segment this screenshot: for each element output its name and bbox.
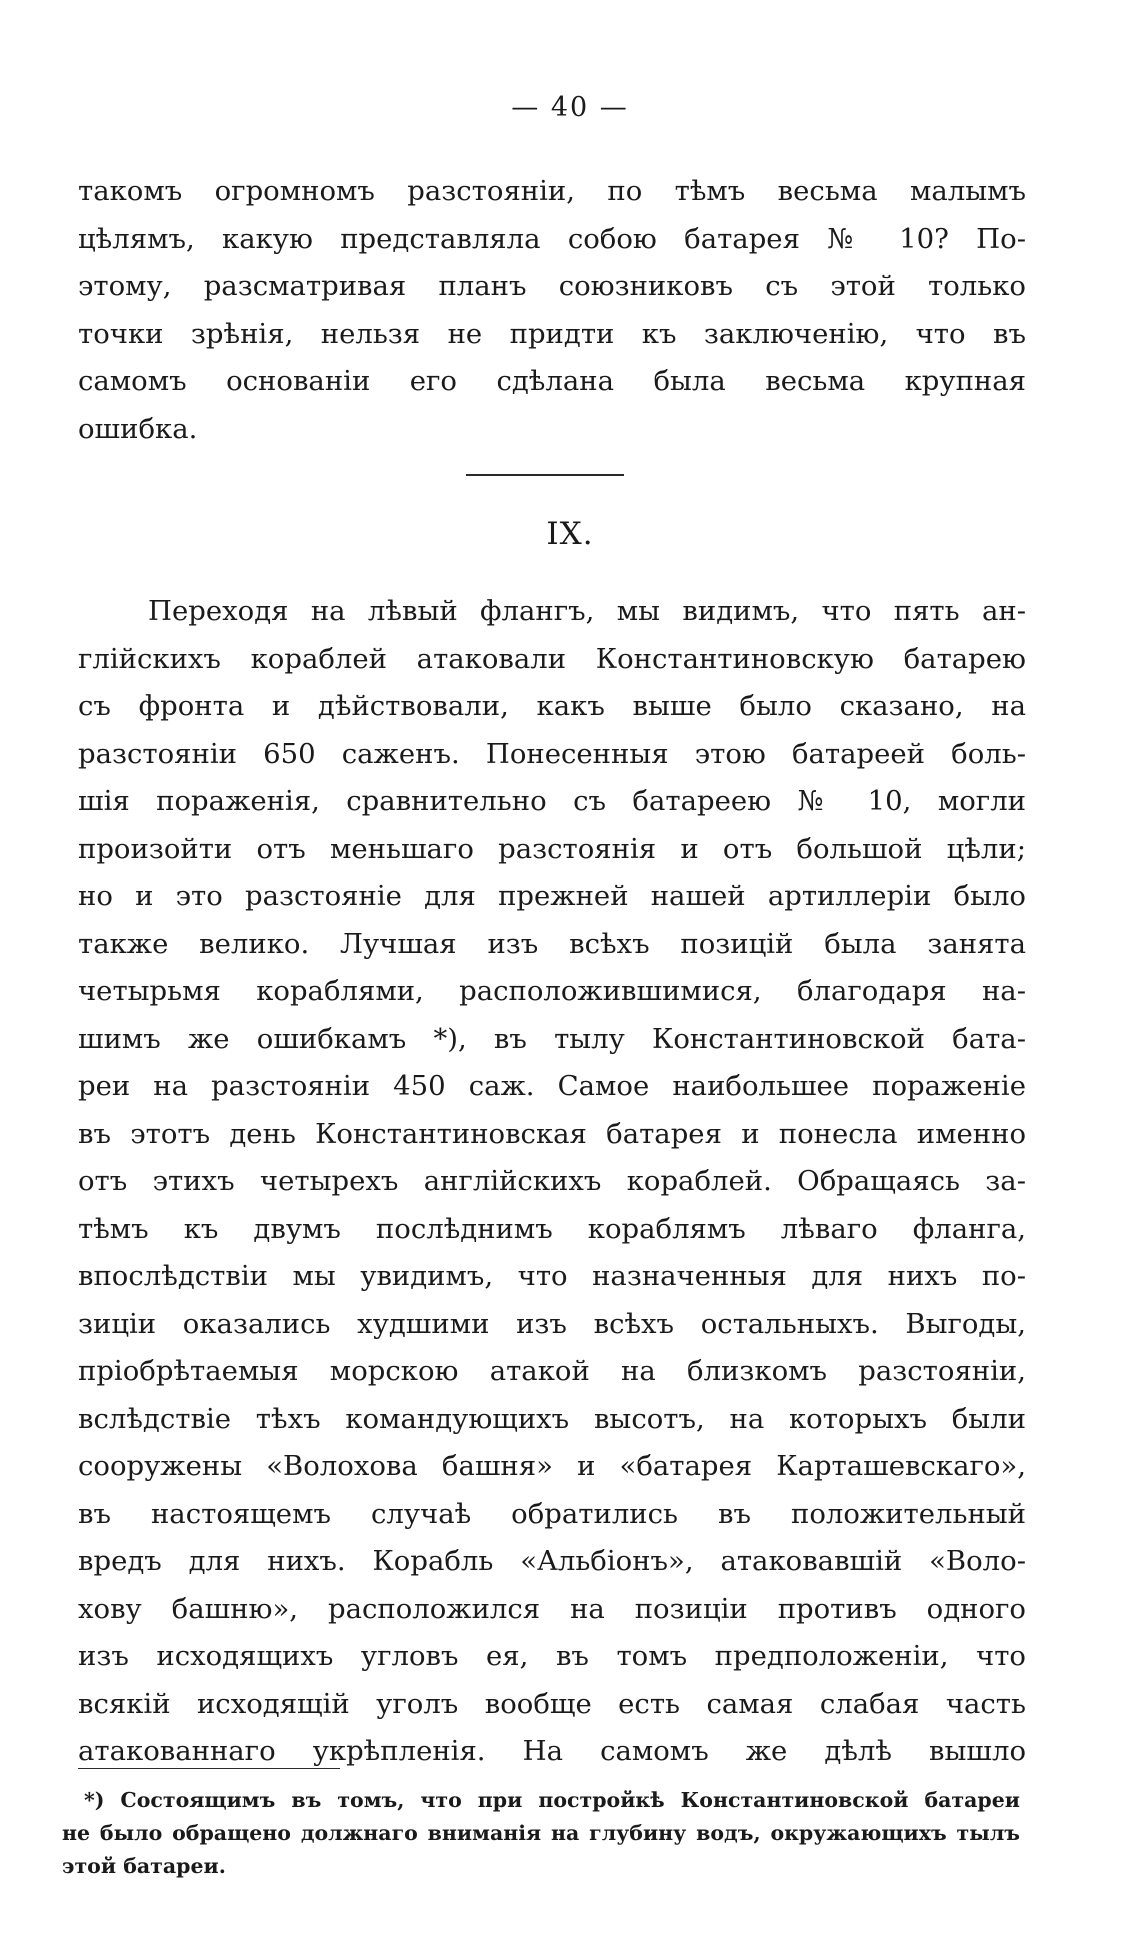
text-line: всякій исходящій уголъ вообще есть самая слабая часть [78, 1687, 1026, 1720]
text-line: въ этотъ день Константиновская батарея и понесла именно [78, 1117, 1026, 1150]
footnote-divider [78, 1768, 340, 1769]
footnote-line: не было обращено должнаго вниманія на глубину водъ, окружающихъ тылъ [62, 1821, 1020, 1845]
paragraph-continuation [78, 168, 1026, 453]
text-line: въ настоящемъ случаѣ обратились въ положительный [78, 1497, 1026, 1530]
text-line: такомъ огромномъ разстояніи, по тѣмъ весьма малымъ [78, 175, 1026, 207]
text-line: впослѣдствіи мы увидимъ, что назначенныя для нихъ по- [78, 1260, 1026, 1292]
section-heading: IX. [546, 516, 594, 552]
text-line: этому, разсматривая планъ союзниковъ съ этой только [78, 270, 1026, 302]
text-line: также велико. Лучшая изъ всѣхъ позицій была занята [78, 927, 1026, 960]
page-number: — 40 — [511, 92, 629, 123]
text-line: цѣлямъ, какую представляла собою батарея № 10? По- [78, 222, 1026, 255]
text-line: сооружены «Волохова башня» и «батарея Карташевскаго», [78, 1450, 1026, 1482]
text-line: хову башню», расположился на позиціи противъ одного [78, 1592, 1026, 1625]
footnote [62, 1784, 1020, 1883]
section-divider [466, 474, 624, 476]
text-line: точки зрѣнія, нельзя не придти къ заключенію, что въ [78, 317, 1026, 350]
text-line: тѣмъ къ двумъ послѣднимъ кораблямъ лѣваго фланга, [78, 1212, 1026, 1245]
text-line: зиціи оказались худшими изъ всѣхъ остальныхъ. Выгоды, [78, 1307, 1026, 1340]
text-line: пріобрѣтаемыя морскою атакой на близкомъ разстояніи, [78, 1355, 1026, 1387]
text-line: шія пораженія, сравнительно съ батареею № 10, могли [78, 785, 1026, 817]
text-line: реи на разстояніи 450 саж. Самое наибольшее пораженіе [78, 1070, 1026, 1102]
text-line: вслѣдствіе тѣхъ командующихъ высотъ, на которыхъ были [78, 1402, 1026, 1435]
text-line: изъ исходящихъ угловъ ея, въ томъ предположеніи, что [78, 1640, 1026, 1672]
text-line: съ фронта и дѣйствовали, какъ выше было сказано, на [78, 690, 1026, 722]
footnote-line: этой батареи. [62, 1854, 226, 1878]
text-line: произойти отъ меньшаго разстоянія и отъ большой цѣли; [78, 832, 1026, 865]
text-line: отъ этихъ четырехъ англійскихъ кораблей. Обращаясь за- [78, 1165, 1026, 1197]
text-line: ошибка. [78, 412, 198, 445]
footnote-line: *) Состоящимъ въ томъ, что при постройкѣ Константиновской батареи [84, 1788, 1020, 1812]
text-line: самомъ основаніи его сдѣлана была весьма крупная [78, 365, 1026, 397]
text-line: Переходя на лѣвый флангъ, мы видимъ, что пять ан- [148, 595, 1026, 627]
text-line: вредъ для нихъ. Корабль «Альбіонъ», атаковавшій «Воло- [78, 1545, 1026, 1577]
text-line: но и это разстояніе для прежней нашей артиллеріи было [78, 880, 1026, 912]
text-line: разстояніи 650 саженъ. Понесенныя этою батареей боль- [78, 737, 1026, 770]
section-paragraph [78, 588, 1026, 1776]
text-line: глійскихъ кораблей атаковали Константиновскую батарею [78, 642, 1026, 675]
text-line: шимъ же ошибкамъ *), въ тылу Константиновской бата- [78, 1022, 1026, 1055]
text-line: четырьмя кораблями, расположившимися, благодаря на- [78, 975, 1026, 1007]
text-line: атакованнаго укрѣпленія. На самомъ же дѣлѣ вышло [78, 1735, 1026, 1767]
